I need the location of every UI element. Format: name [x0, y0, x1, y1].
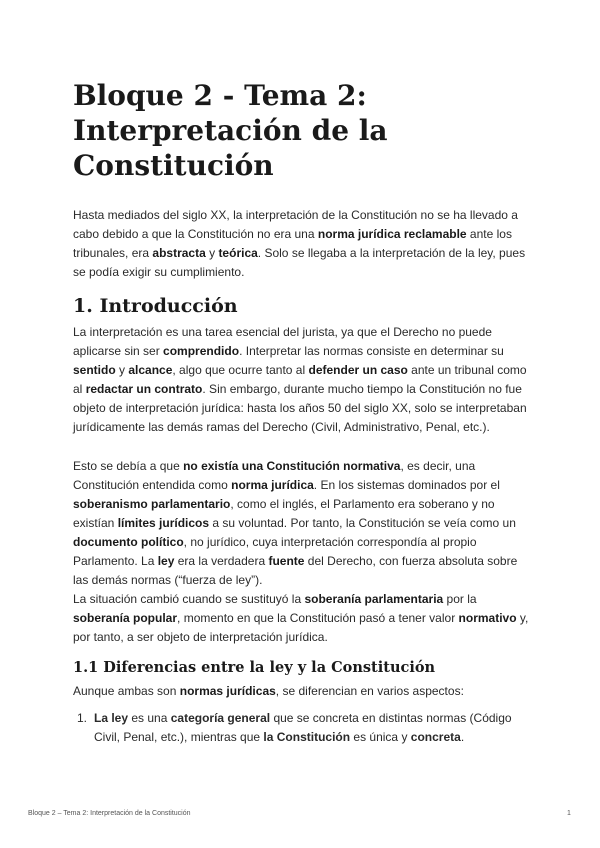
subsection-heading: 1.1 Diferencias entre la ley y la Constitución	[73, 659, 436, 676]
page-number: 1	[567, 810, 571, 817]
intro-paragraph: Hasta mediados del siglo XX, la interpretación de la Constitución no se ha llevado a cabo debido a que la Constitución no era una norma jurídica reclamable ante los tribunales, era abstracta y teórica. Solo se llegaba a la interpretación de la ley, pues se podía exigir su cumplimiento.	[73, 208, 526, 279]
title-line: Bloque 2 - Tema 2:	[73, 79, 367, 112]
section-heading: 1. Introducción	[73, 295, 238, 317]
numbered-list	[73, 709, 533, 747]
list-number: 1.	[77, 711, 88, 725]
footer-text: Bloque 2 – Tema 2: Interpretación de la Constitución	[28, 810, 191, 817]
list-item: 1. La ley es una categoría general que se concreta en distintas normas (Código Civil, Penal, etc.), mientras que la Constitución es única y concreta.	[77, 711, 512, 744]
body-paragraph: Aunque ambas son normas jurídicas, se diferencian en varios aspectos:	[73, 684, 464, 698]
page-title	[73, 78, 533, 183]
body-paragraph: La situación cambió cuando se sustituyó la soberanía parlamentaria por la soberanía popular, momento en que la Constitución pasó a tener valor normativo y, por tanto, a ser objeto de interpretación jurídica.	[73, 592, 529, 644]
title-line: Interpretación de la	[73, 114, 388, 147]
body-paragraph: Esto se debía a que no existía una Constitución normativa, es decir, una Constitución entendida como norma jurídica. En los sistemas dominados por el soberanismo parlamentario, como el inglés, el Parlamento era soberano y no existían límites jurídicos a su voluntad. Por tanto, la Constitución se veía como un documento político, no jurídico, cuya interpretación correspondía al propio Parlamento. La ley era la verdadera fuente del Derecho, con fuerza absoluta sobre las demás normas (“fuerza de ley”).	[73, 459, 518, 587]
title-line: Constitución	[73, 149, 274, 182]
body-paragraph: La interpretación es una tarea esencial del jurista, ya que el Derecho no puede aplicarse sin ser comprendido. Interpretar las normas consiste en determinar su sentido y alcance, algo que ocurre tanto al defender un caso ante un tribunal como al redactar un contrato. Sin embargo, durante mucho tiempo la Constitución no fue objeto de interpretación jurídica: hasta los años 50 del siglo XX, solo se interpretaban jurídicamente las demás ramas del Derecho (Civil, Administrativo, Penal, etc.).	[73, 325, 527, 434]
